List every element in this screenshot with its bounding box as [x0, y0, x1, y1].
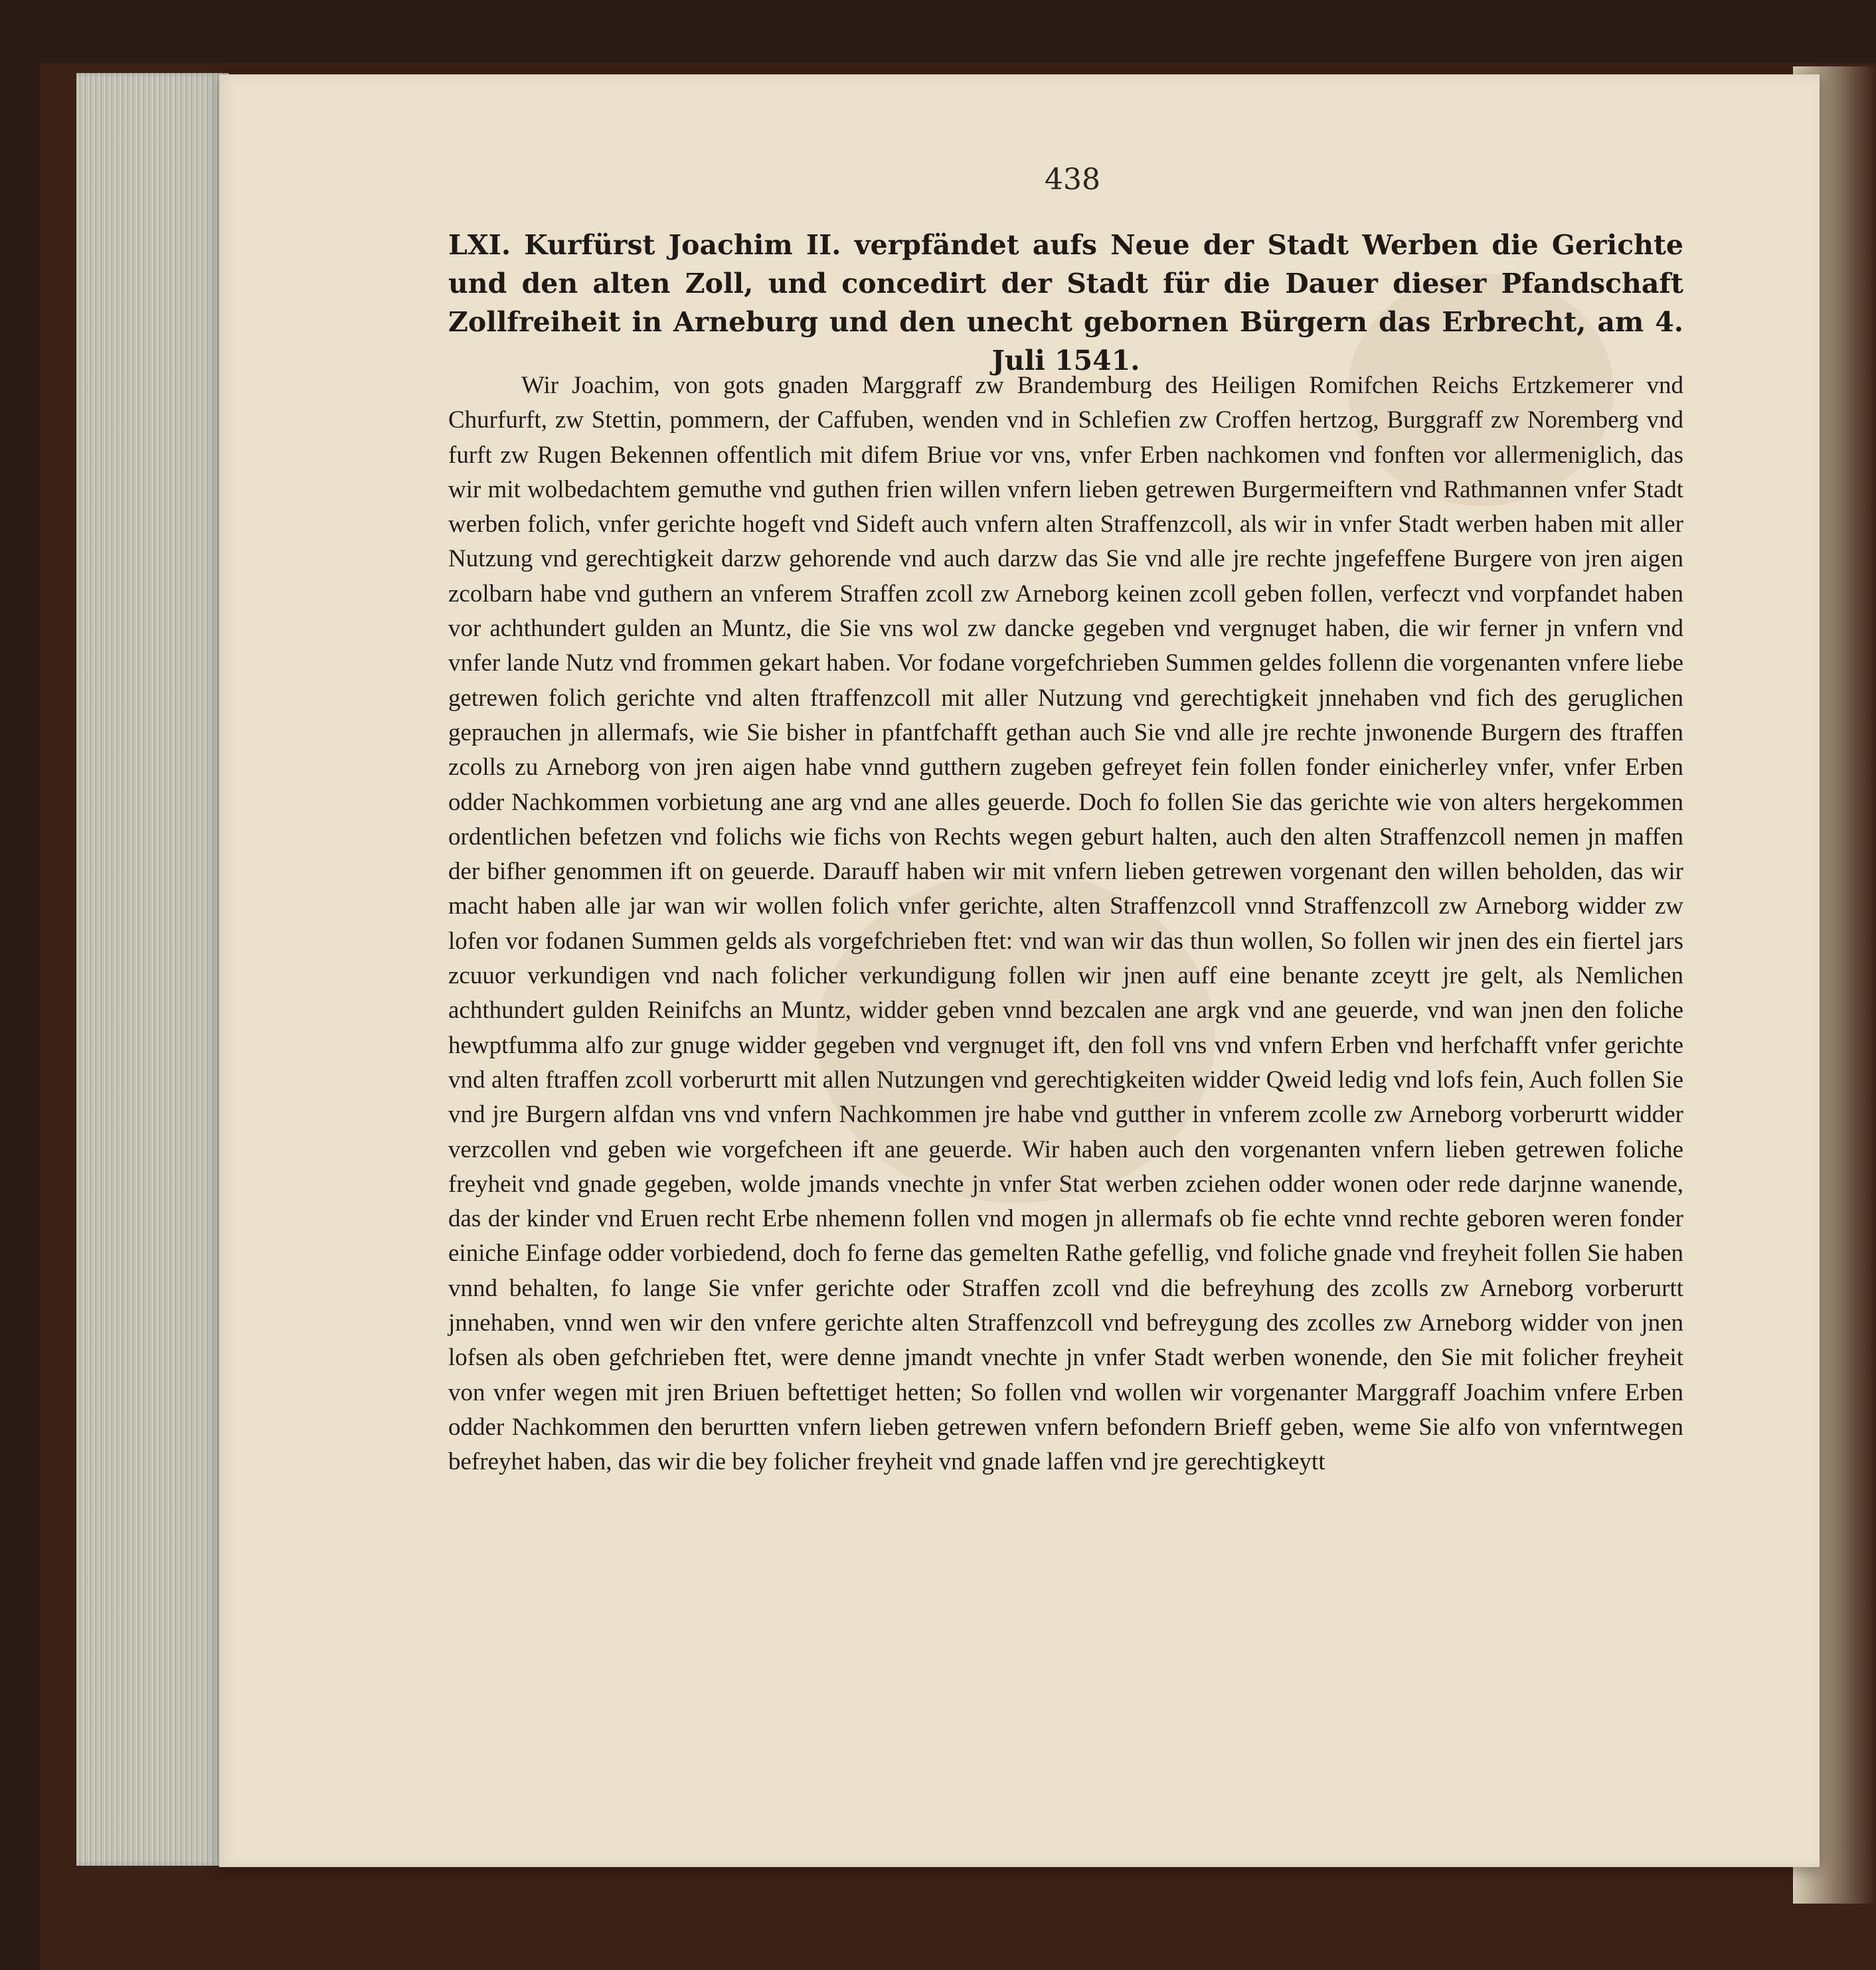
page-edges [76, 73, 229, 1866]
page-number: 438 [1045, 163, 1100, 197]
document-body-text: Wir Joachim, von gots gnaden Marggraff zw Brandemburg des Heiligen Romifchen Reichs Ertzkemerer vnd Churfurft, zw Stettin, pommern, der Caffuben, wenden vnd in Schlefien zw Croffen hertzog, Burggraff zw Noremberg vnd furft zw Rugen Bekennen offentlich mit difem Briue vor vns, vnfer Erben nachkomen vnd fonften vor allermeniglich, das wir mit wolbedachtem gemuthe vnd guthen frien willen vnfern lieben getrewen Burgermeiftern vnd Rathmannen vnfer Stadt werben folich, vnfer gerichte hogeft vnd Sideft auch vnfern alten Straffenzcoll, als wir in vnfer Stadt werben haben mit aller Nutzung vnd gerechtigkeit darzw gehorende vnd auch darzw das Sie vnd alle jre rechte jngefeffene Burgere von jren aigen zcolbarn habe vnd guthern an vnferem Straffen zcoll zw Arneborg keinen zcoll geben follen, verfeczt vnd vorpfandet haben vor achthundert gulden an Muntz, die Sie vns wol zw dancke gegeben vnd vergnuget haben, die wir ferner jn vnfern vnd vnfer lande Nutz vnd frommen gekart haben. Vor fodane vorgefchrieben Summen geldes follenn die vorgenanten vnfere liebe getrewen folich gerichte vnd alten ftraffenzcoll mit aller Nutzung vnd gerechtigkeit jnnehaben vnd fich des geruglichen geprauchen jn allermafs, wie Sie bisher in pfantfchafft gethan auch Sie vnd alle jre rechte jnwonende Burgern des ftraffen zcolls zu Arneborg von jren aigen habe vnnd gutthern zugeben gefreyet fein follen fonder einicherley vnfer, vnfer Erben odder Nachkommen vorbietung ane arg vnd ane alles geuerde. Doch fo follen Sie das gerichte wie von alters hergekommen ordentlichen befetzen vnd folichs wie fichs von Rechts wegen geburt halten, auch den alten Straffenzcoll nemen jn maffen der bifher genommen ift on geuerde. Darauff haben wir mit vnfern lieben getrewen vorgenant den willen beholden, das wir macht haben alle jar wan wir wollen folich vnfer gerichte, alten Straffenzcoll vnnd Straffenzcoll zw Arneborg widder zw lofen vor fodanen Summen gelds als vorgefchrieben ftet: vnd wan wir das thun wollen, So follen wir jnen des ein fiertel jars zcuuor verkundigen vnd nach folicher verkundigung follen wir jnen auff eine benante zceytt jre gelt, als Nemlichen achthundert gulden Reinifchs an Muntz, widder geben vnnd bezcalen ane argk vnd ane geuerde, vnd wan jnen den foliche hewptfumma alfo zur gnuge widder gegeben vnd vergnuget ift, den foll vns vnd vnfern Erben vnd herfchafft vnfer gerichte vnd alten ftraffen zcoll vorberurtt mit allen Nutzungen vnd gerechtigkeiten widder Qweid ledig vnd lofs fein, Auch follen Sie vnd jre Burgern alfdan vns vnd vnfern Nachkommen jre habe vnd gutther in vnferem zcolle zw Arneborg vorberurtt widder verzcollen vnd geben wie vorgefcheen ift ane geuerde. Wir haben auch den vorgenanten vnfern lieben getrewen foliche freyheit vnd gnade gegeben, wolde jmands vnechte jn vnfer Stat werben zciehen odder wonen oder rede darjnne wanende, das der kinder vnd Eruen recht Erbe nhemenn follen vnd mogen jn allermafs ob fie echte vnnd rechte geboren weren fonder einiche Einfage odder vorbiedend, doch fo ferne das gemelten Rathe gefellig, vnd foliche gnade vnd freyheit follen Sie haben vnnd behalten, fo lange Sie vnfer gerichte oder Straffen zcoll vnd die befreyhung des zcolls zw Arneborg vorberurtt jnnehaben, vnnd wen wir den vnfere gerichte alten Straffenzcoll vnd befreygung des zcolles zw Arneborg widder von jnen lofsen als oben gefchrieben ftet, were denne jmandt vnechte jn vnfer Stadt werben wonende, den Sie mit folicher freyheit von vnfer wegen mit jren Briuen beftettiget hetten; So follen vnd wollen wir vorgenanter Marggraff Joachim vnfere Erben odder Nachkommen den berurtten vnfern lieben getrewen vnfern befondern Brieff geben, weme Sie alfo von vnferntwegen befreyhet haben, das wir die bey folicher freyheit vnd gnade laffen vnd jre gerechtigkeytt [448, 372, 1683, 1476]
document-heading: LXI. Kurfürst Joachim II. verpfändet aufs Neue der Stadt Werben die Gerichte und den alten Zoll, und concedirt der Stadt für die Dauer dieser Pfandschaft Zollfreiheit in Arneburg und den unecht gebornen Bürgern das Erbrecht, am 4. Juli 1541. [448, 229, 1683, 376]
